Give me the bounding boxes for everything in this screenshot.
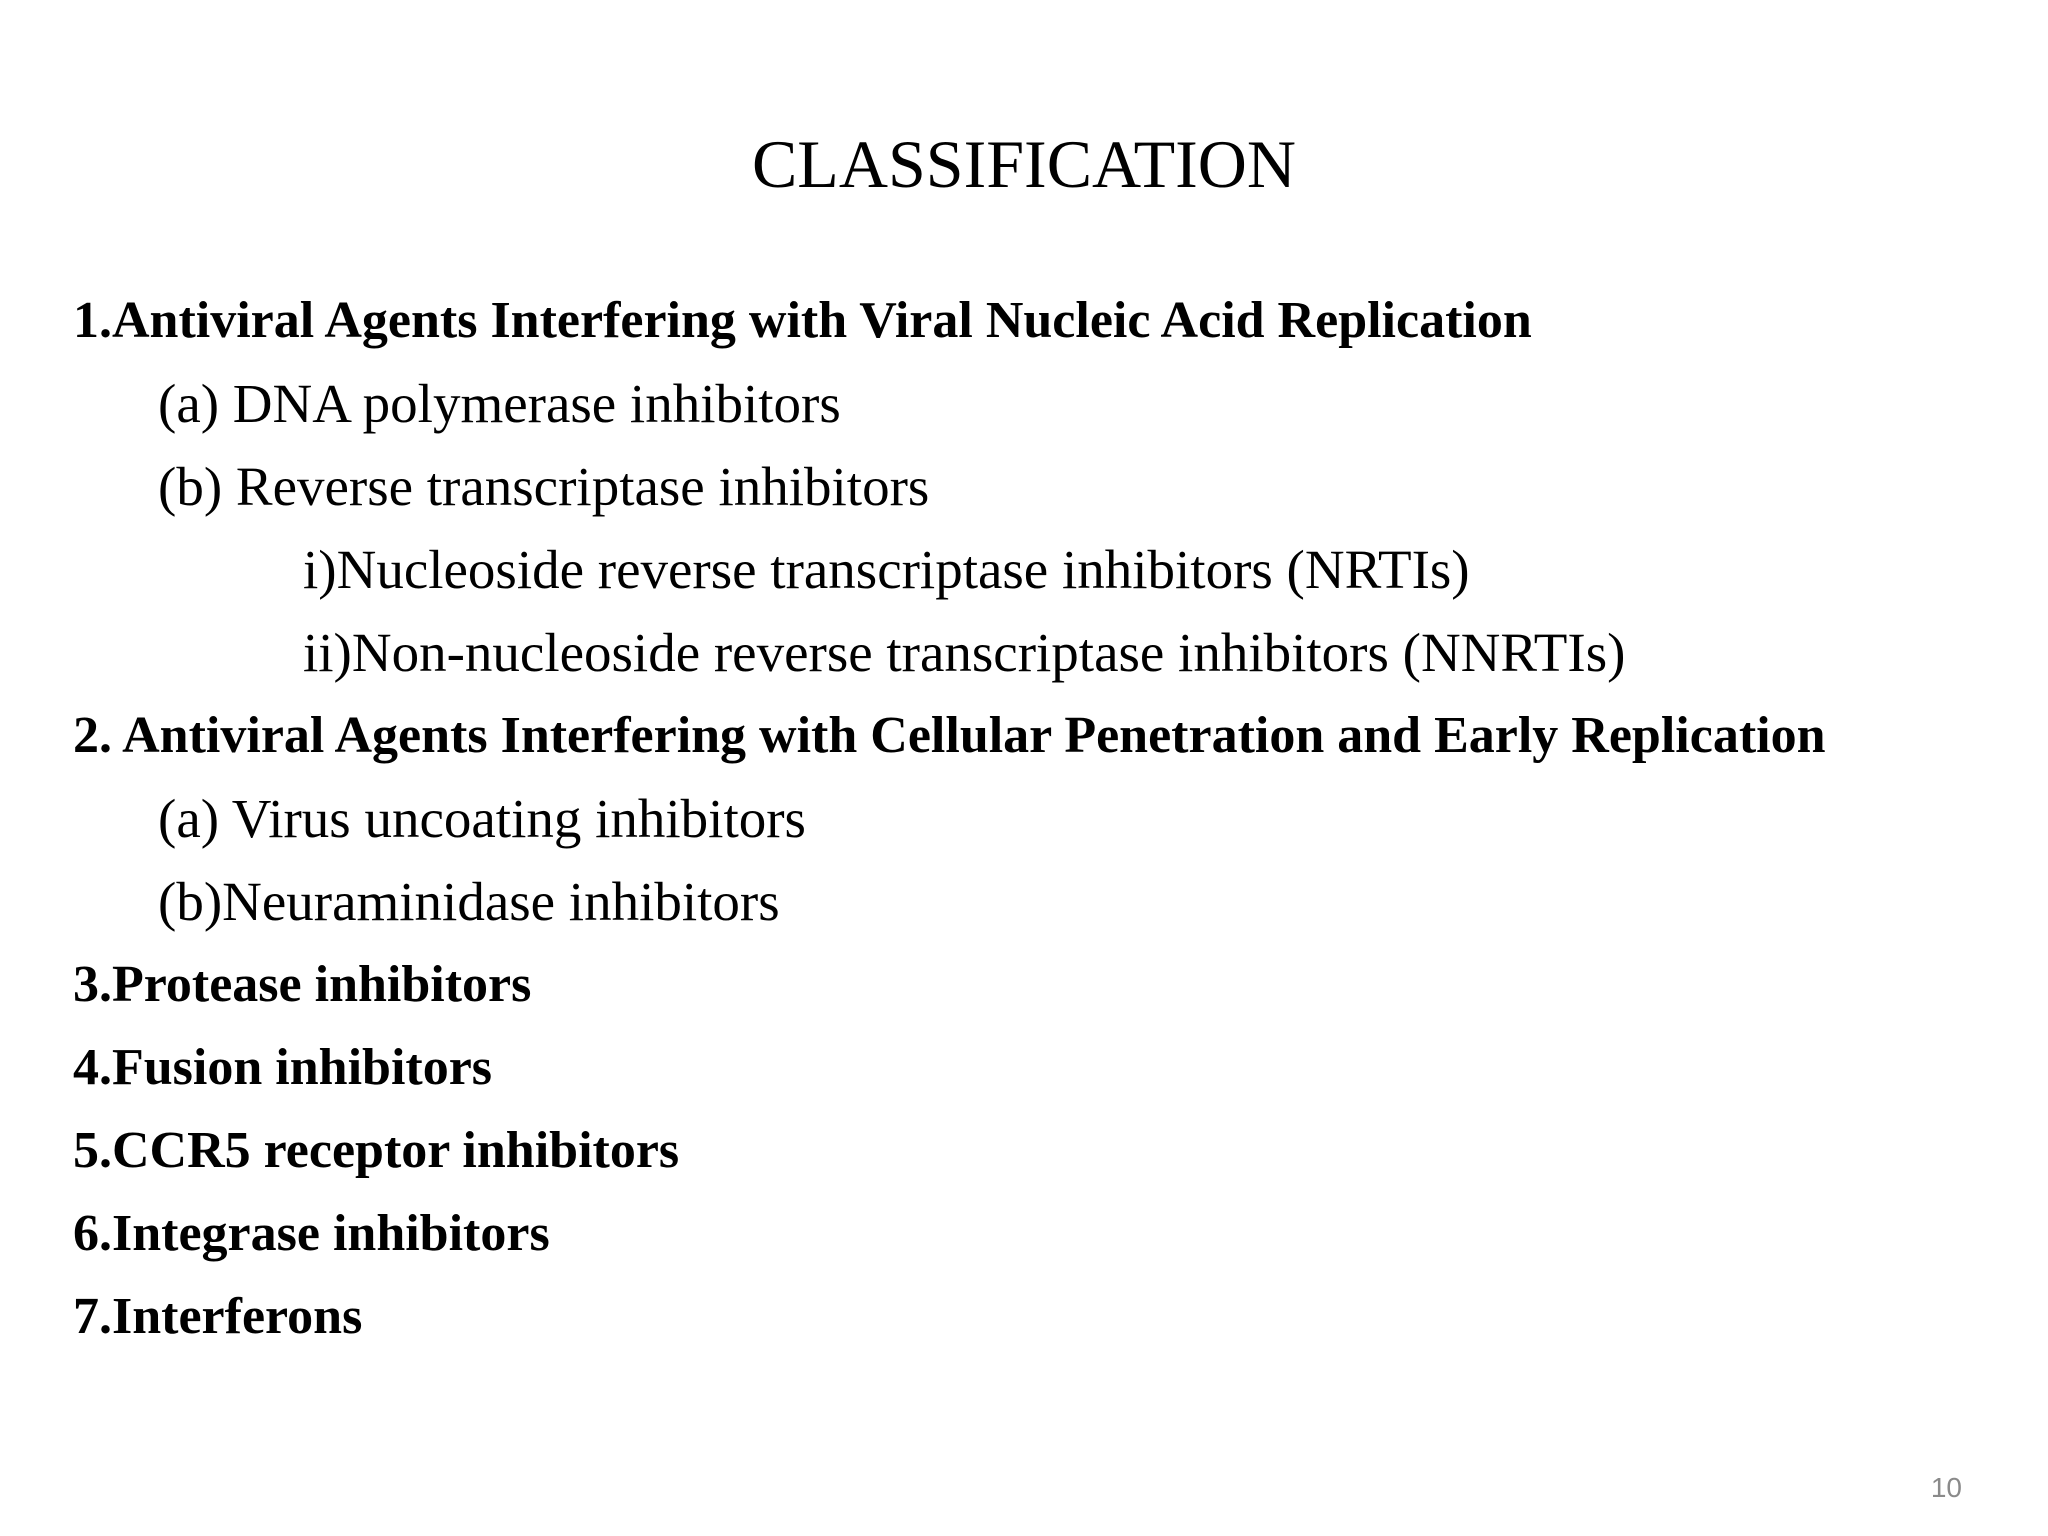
list-item-subsubitem: i)Nucleoside reverse transcriptase inhibitors (NRTIs): [303, 539, 1470, 600]
list-item-heading: 6.Integrase inhibitors: [73, 1205, 550, 1262]
list-item-subitem: (b) Reverse transcriptase inhibitors: [158, 456, 930, 517]
slide-title: CLASSIFICATION: [751, 126, 1297, 202]
page-number: 10: [1930, 1472, 1962, 1503]
list-item-heading: 7.Interferons: [73, 1288, 363, 1345]
list-item-subsubitem: ii)Non-nucleoside reverse transcriptase inhibitors (NNRTIs): [303, 622, 1626, 683]
list-item-heading: 5.CCR5 receptor inhibitors: [73, 1122, 680, 1179]
list-item-subitem: (a) DNA polymerase inhibitors: [158, 373, 841, 434]
list-item-heading: 3.Protease inhibitors: [73, 956, 532, 1013]
list-item-heading: 2. Antiviral Agents Interfering with Cellular Penetration and Early Replication: [73, 707, 1826, 764]
list-item-heading: 1.Antiviral Agents Interfering with Viral Nucleic Acid Replication: [73, 292, 1532, 349]
list-item-subitem: (a) Virus uncoating inhibitors: [158, 788, 806, 849]
list-item-subitem: (b)Neuraminidase inhibitors: [158, 871, 780, 932]
list-item-heading: 4.Fusion inhibitors: [73, 1039, 493, 1096]
